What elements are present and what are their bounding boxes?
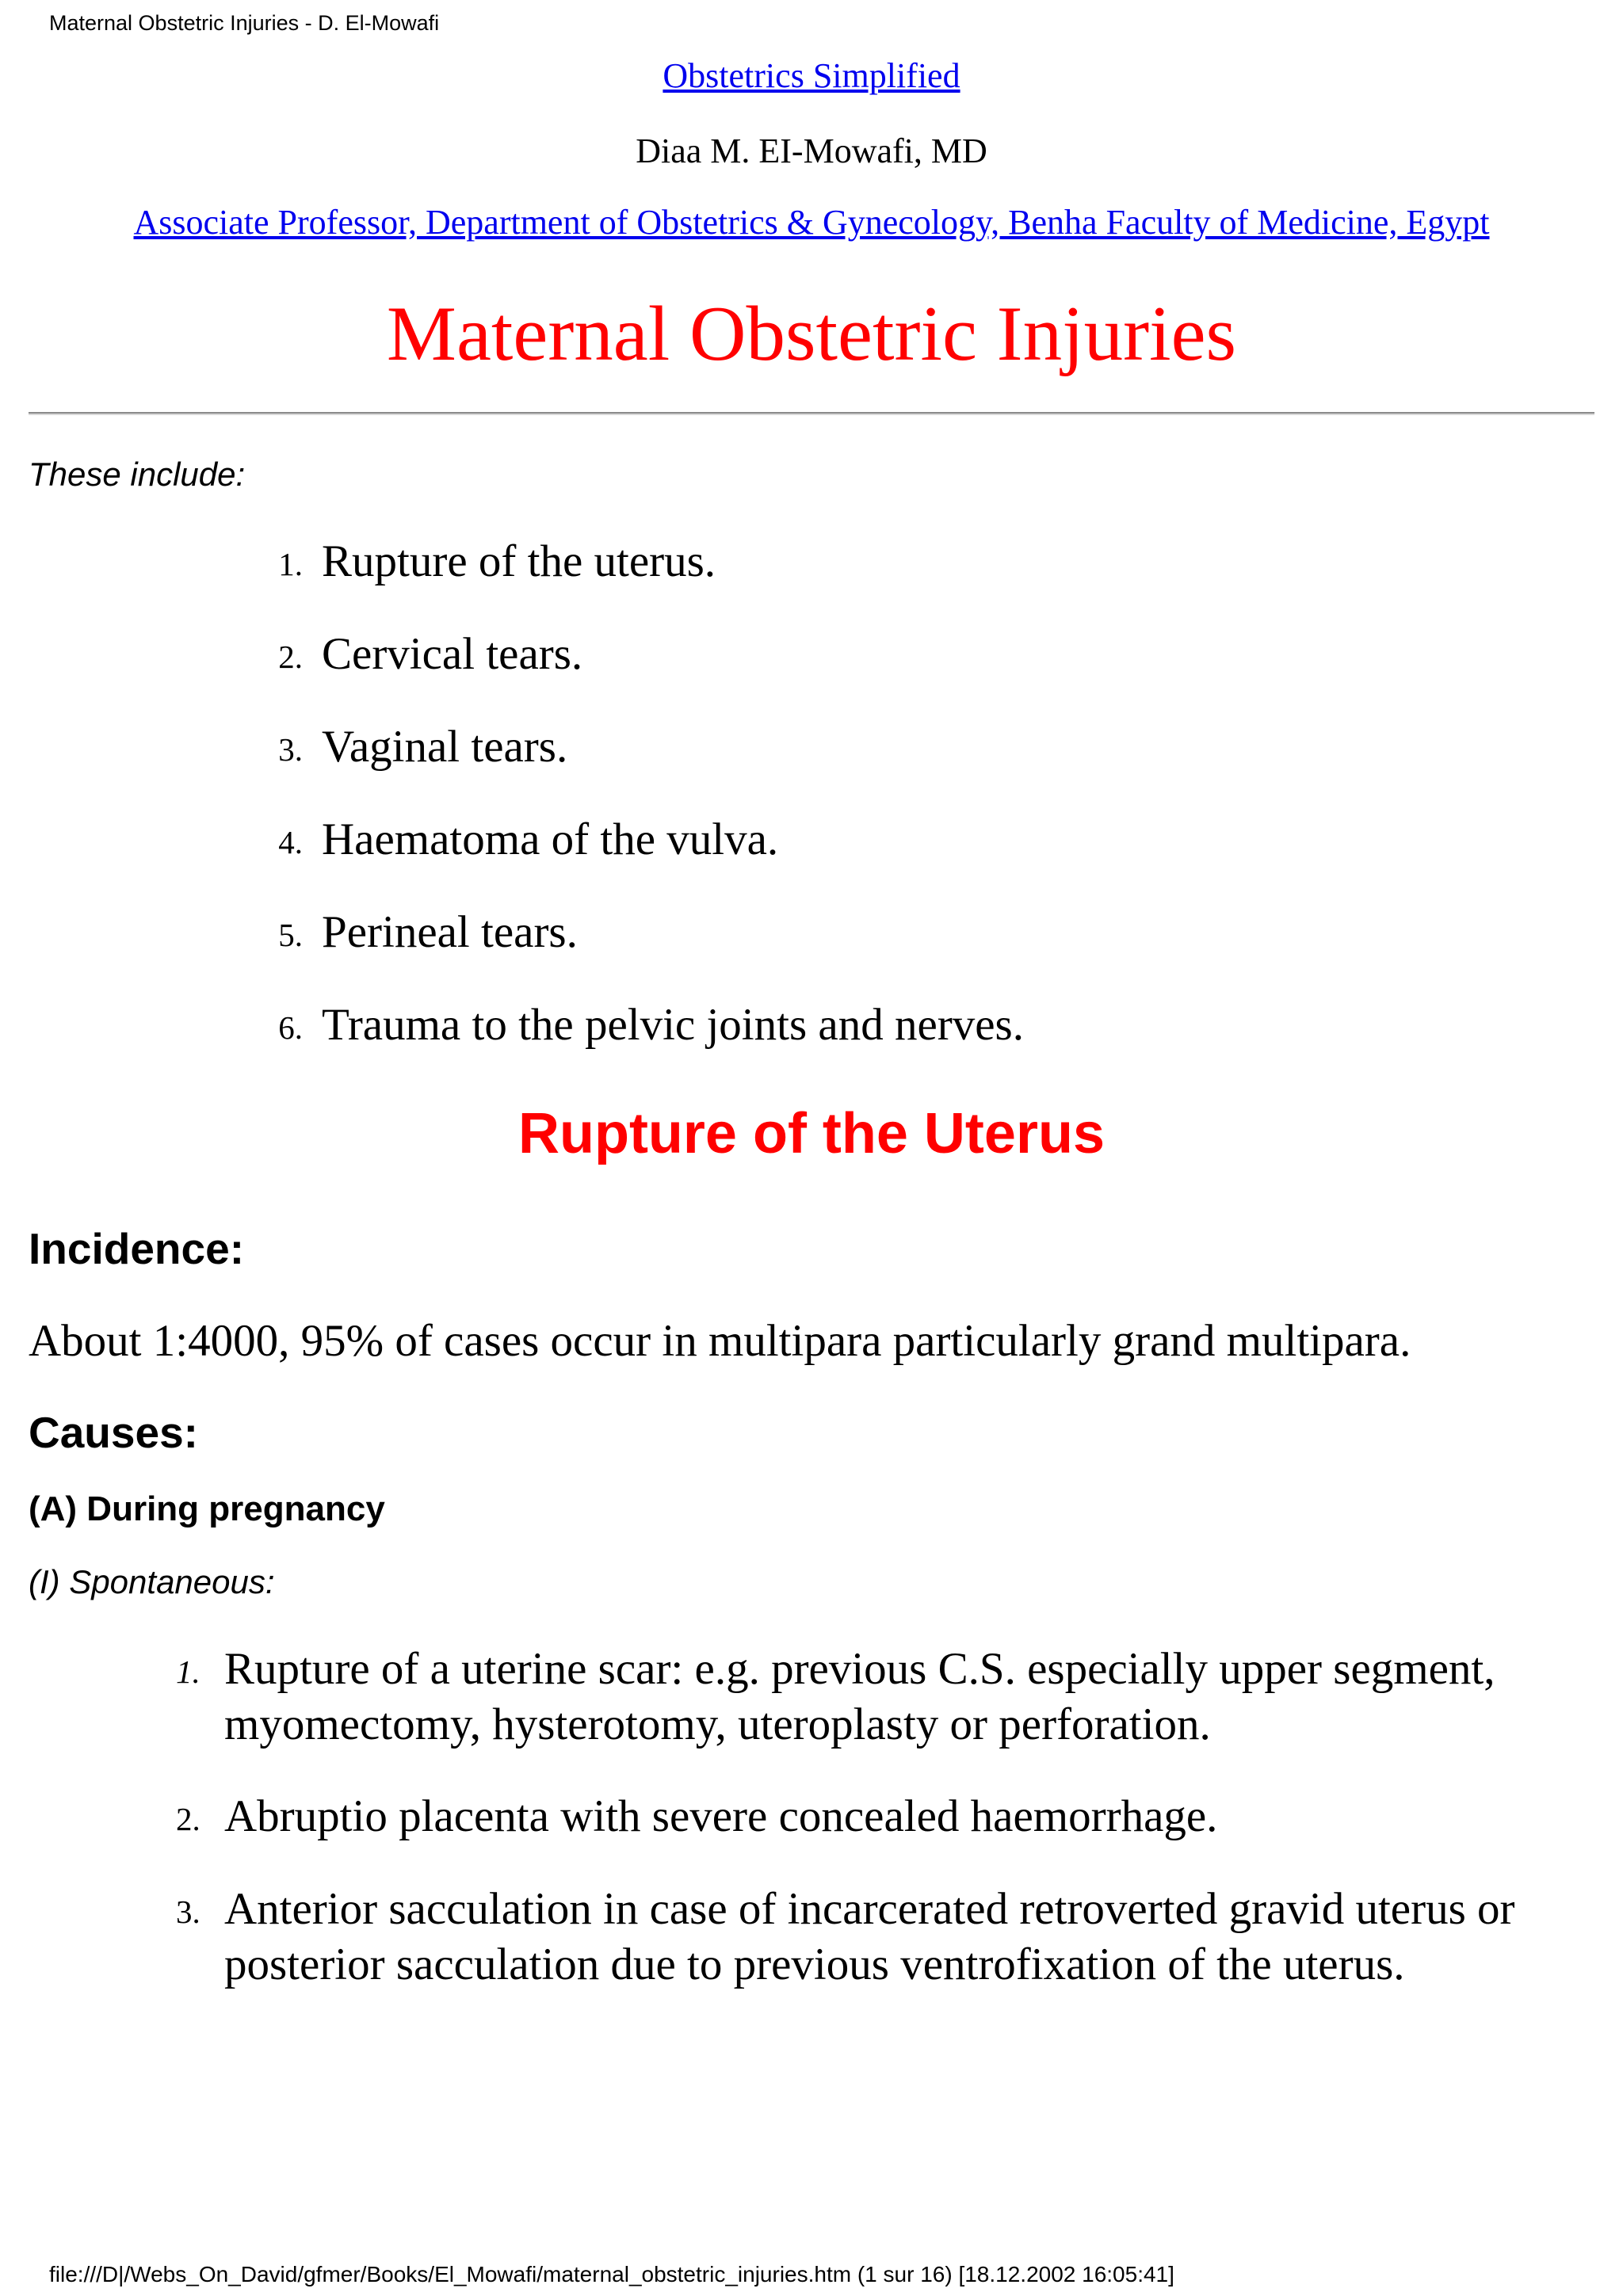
- list-item-number: 2.: [278, 639, 303, 675]
- list-item-number: 4.: [278, 824, 303, 860]
- list-item-text: Rupture of a uterine scar: e.g. previous C.S. especially upper segment, myomectomy, hysterotomy, uteroplasty or perforation.: [224, 1644, 1495, 1749]
- list-item-text: Cervical tears.: [322, 629, 583, 679]
- affiliation-link[interactable]: Associate Professor, Department of Obstetrics & Gynecology, Benha Faculty of Medicine, Egypt: [133, 203, 1490, 242]
- list-item-text: Trauma to the pelvic joints and nerves.: [322, 1000, 1024, 1050]
- book-link[interactable]: Obstetrics Simplified: [663, 56, 960, 95]
- list-item-number: 5.: [278, 917, 303, 953]
- list-item-number: 1.: [278, 546, 303, 582]
- incidence-text: About 1:4000, 95% of cases occur in multipara particularly grand multipara.: [29, 1316, 1411, 1366]
- author-name: Diaa M. EI-Mowafi, MD: [636, 132, 987, 170]
- list-item-text: Vaginal tears.: [322, 722, 568, 772]
- list-item-text: Abruptio placenta with severe concealed haemorrhage.: [224, 1791, 1218, 1841]
- print-header-title: Maternal Obstetric Injuries - D. El-Mowafi: [49, 11, 440, 35]
- page-title: Maternal Obstetric Injuries: [386, 291, 1237, 377]
- book-link-container: [0, 55, 1623, 96]
- during-pregnancy-heading: (A) During pregnancy: [29, 1489, 385, 1528]
- spontaneous-heading: (I) Spontaneous:: [29, 1563, 275, 1600]
- intro-text: These include:: [29, 456, 246, 493]
- incidence-heading: Incidence:: [29, 1224, 245, 1273]
- horizontal-rule: [29, 412, 1594, 415]
- list-item-text: Haematoma of the vulva.: [322, 814, 779, 864]
- list-item-number: 3.: [176, 1894, 200, 1930]
- print-footer-url: file:///D|/Webs_On_David/gfmer/Books/El_Mowafi/maternal_obstetric_injuries.htm (1 sur 16) [18.12.2002 16:05:41]: [49, 2262, 1174, 2286]
- section-title: Rupture of the Uterus: [517, 1102, 1105, 1165]
- list-item-text: Anterior sacculation in case of incarcerated retroverted gravid uterus or posterior sacculation due to previous ventrofixation of the uterus.: [224, 1884, 1515, 1989]
- list-item-number: 3.: [278, 731, 303, 768]
- list-item-text: Rupture of the uterus.: [322, 536, 716, 586]
- affiliation-container: [0, 202, 1623, 242]
- list-item-number: 2.: [176, 1801, 200, 1837]
- list-item-text: Perineal tears.: [322, 907, 578, 957]
- causes-heading: Causes:: [29, 1408, 198, 1457]
- list-item-number: 6.: [278, 1009, 303, 1046]
- list-item-number: 1.: [176, 1653, 200, 1690]
